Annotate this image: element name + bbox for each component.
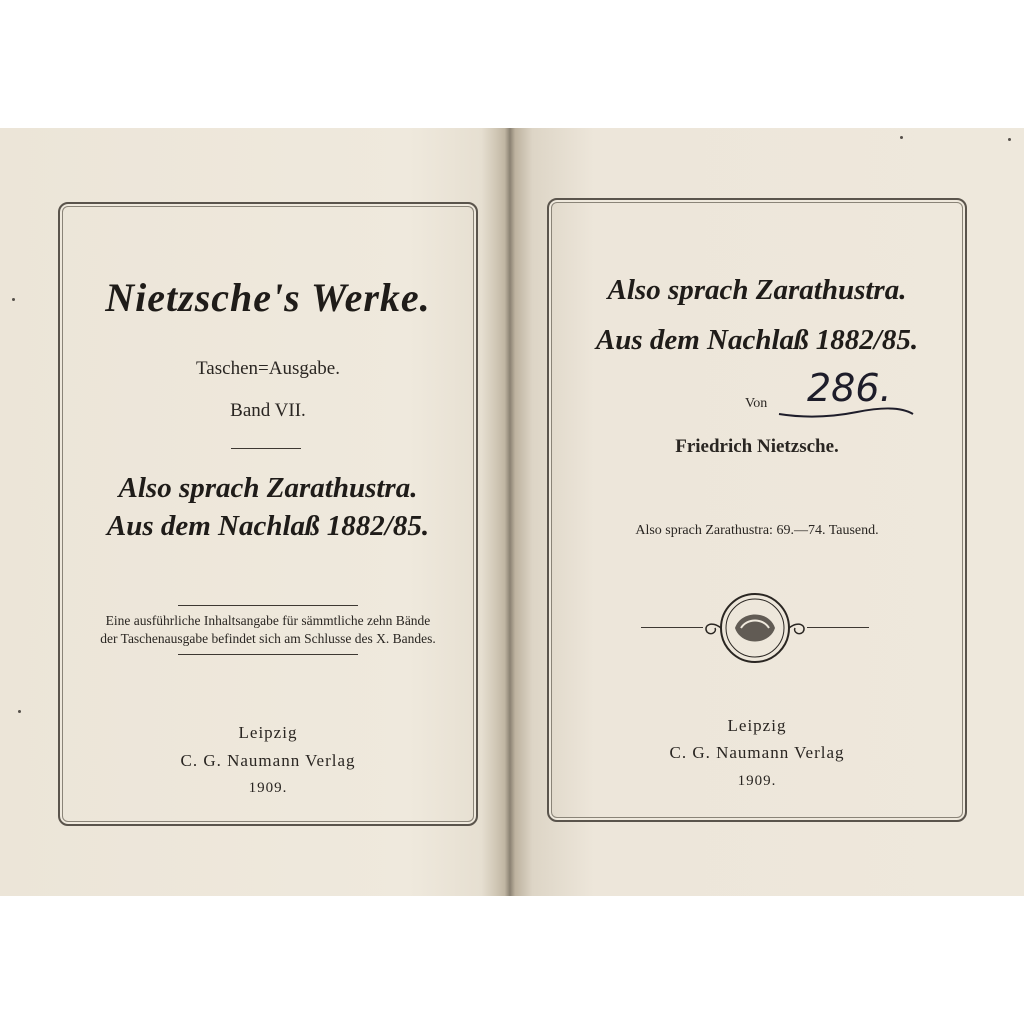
von-label: Von [745,396,768,411]
ink-speck [12,298,15,301]
series-title: Nietzsche's Werke. [105,275,431,320]
left-page-border [58,202,478,826]
title-line1: Also sprach Zarathustra. [607,274,907,306]
note-bottom-rule [178,654,358,655]
publisher-vignette-icon [697,586,813,670]
left-page [0,128,490,896]
right-page-border [547,198,967,822]
imprint-publisher: C. G. Naumann Verlag [180,751,356,770]
ink-speck [18,710,21,713]
edition-note: Also sprach Zarathustra: 69.—74. Tausend. [635,523,879,538]
ornament-rule-right [807,627,869,628]
imprint-city: Leipzig [727,716,787,735]
contents-note-line2: der Taschenausgabe befindet sich am Schlusse des X. Bandes. [100,631,436,646]
imprint-publisher: C. G. Naumann Verlag [669,743,845,762]
imprint-year: 1909. [737,773,777,789]
book-spread [0,128,1024,896]
ink-speck [1008,138,1011,141]
contents-note-line1: Eine ausführliche Inhaltsangabe für sämmtliche zehn Bände [105,613,431,628]
divider-rule [231,448,301,449]
volume-label: Band VII. [230,400,306,421]
ink-speck [900,136,903,139]
handwritten-number: 286. [807,366,892,410]
title-line2: Aus dem Nachlaß 1882/85. [595,324,919,356]
ornament-rule-left [641,627,703,628]
work-title-line2: Aus dem Nachlaß 1882/85. [106,510,430,542]
right-page [512,128,1024,896]
imprint-city: Leipzig [238,723,298,742]
note-top-rule [178,605,358,606]
handwritten-underline [777,406,917,422]
edition-subtitle: Taschen=Ausgabe. [196,358,340,379]
author-name: Friedrich Nietzsche. [675,436,839,457]
imprint-year: 1909. [248,780,288,796]
work-title-line1: Also sprach Zarathustra. [118,472,418,504]
